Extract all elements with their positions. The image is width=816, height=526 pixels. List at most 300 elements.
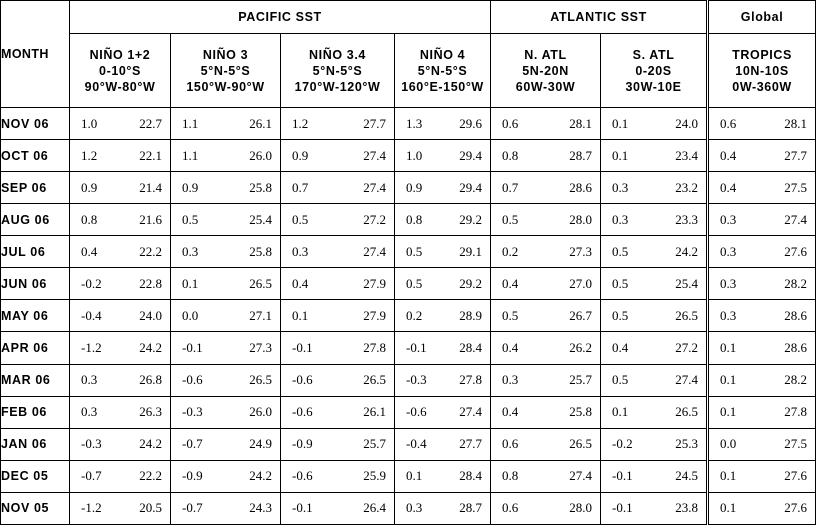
region-name: TROPICS [732, 47, 792, 62]
anomaly-value: 0.1 [720, 372, 737, 388]
anomaly-value: 0.3 [81, 404, 98, 420]
anomaly-value: 0.3 [720, 211, 737, 227]
region-value-cell [708, 364, 816, 396]
anomaly-value: -0.9 [182, 468, 203, 484]
anomaly-value: 0.3 [182, 243, 199, 259]
anomaly-value: 0.0 [720, 436, 737, 452]
anomaly-value: 0.3 [720, 275, 737, 291]
temperature-value: 29.2 [459, 211, 483, 227]
region-value-cell [70, 428, 171, 460]
anomaly-value: 0.3 [612, 179, 629, 195]
month-cell: MAR 06 [1, 364, 70, 396]
region-value-cell [70, 236, 171, 268]
region-value-cell [601, 428, 708, 460]
temperature-value: 24.3 [249, 500, 272, 516]
temperature-value: 27.3 [569, 243, 593, 259]
region-value-cell [70, 268, 171, 300]
region-value-cell [281, 460, 395, 492]
region-value-cell [601, 108, 708, 140]
region-value-cell [601, 396, 708, 428]
temperature-value: 27.2 [363, 211, 386, 227]
anomaly-value: -0.6 [292, 404, 313, 420]
anomaly-value: 0.1 [612, 115, 629, 131]
temperature-value: 25.4 [675, 275, 699, 291]
region-name: NIÑO 3 [202, 47, 249, 62]
region-value-cell [171, 364, 281, 396]
anomaly-value: 0.4 [502, 339, 519, 355]
temperature-value: 27.2 [675, 339, 699, 355]
region-longitude: 170°W-120°W [294, 79, 381, 94]
anomaly-value: -0.1 [612, 500, 633, 516]
region-value-cell [281, 300, 395, 332]
region-value-cell [171, 460, 281, 492]
region-name: N. ATL [524, 47, 567, 62]
region-latitude: 0-10°S [99, 63, 141, 78]
anomaly-value: 0.1 [612, 404, 629, 420]
temperature-value: 27.4 [363, 243, 386, 259]
region-value-cell [70, 140, 171, 172]
anomaly-value: -0.7 [182, 436, 203, 452]
temperature-value: 27.1 [249, 307, 272, 323]
region-latitude: 5°N-5°S [200, 63, 251, 78]
anomaly-value: 1.1 [182, 147, 199, 163]
temperature-value: 28.1 [569, 115, 593, 131]
temperature-value: 27.8 [363, 339, 386, 355]
region-value-cell [171, 492, 281, 524]
region-value-cell [171, 332, 281, 364]
anomaly-value: 0.8 [81, 211, 98, 227]
region-name: NIÑO 4 [419, 47, 466, 62]
anomaly-value: 1.2 [81, 147, 98, 163]
anomaly-value: 0.0 [182, 307, 199, 323]
month-cell: JUN 06 [1, 268, 70, 300]
region-value-cell [171, 268, 281, 300]
anomaly-value: 0.3 [502, 372, 519, 388]
region-value-cell [708, 108, 816, 140]
temperature-value: 28.4 [459, 468, 483, 484]
temperature-value: 26.0 [249, 404, 272, 420]
anomaly-value: 0.7 [502, 179, 519, 195]
anomaly-value: 0.1 [612, 147, 629, 163]
temperature-value: 23.4 [675, 147, 699, 163]
temperature-value: 27.4 [569, 468, 593, 484]
region-value-cell [491, 460, 601, 492]
temperature-value: 27.4 [675, 372, 699, 388]
temperature-value: 29.2 [459, 275, 483, 291]
region-value-cell [395, 268, 491, 300]
region-value-cell [395, 300, 491, 332]
region-value-cell [70, 204, 171, 236]
anomaly-value: 1.1 [182, 115, 199, 131]
table-row [1, 460, 816, 492]
anomaly-value: 0.3 [720, 243, 737, 259]
temperature-value: 26.2 [569, 339, 593, 355]
region-value-cell [708, 268, 816, 300]
anomaly-value: -0.4 [81, 307, 102, 323]
temperature-value: 27.0 [569, 275, 593, 291]
anomaly-value: -0.2 [81, 275, 102, 291]
anomaly-value: -0.1 [292, 339, 313, 355]
anomaly-value: 0.4 [292, 275, 309, 291]
temperature-value: 26.1 [249, 115, 272, 131]
month-cell: AUG 06 [1, 204, 70, 236]
region-value-cell [601, 300, 708, 332]
anomaly-value: 0.4 [720, 179, 737, 195]
region-value-cell [395, 364, 491, 396]
anomaly-value: -0.6 [406, 404, 427, 420]
anomaly-value: 0.5 [292, 211, 309, 227]
table-row [1, 172, 816, 204]
region-value-cell [395, 492, 491, 524]
temperature-value: 27.8 [459, 372, 483, 388]
region-value-cell [491, 236, 601, 268]
temperature-value: 29.4 [459, 147, 483, 163]
anomaly-value: -0.7 [182, 500, 203, 516]
temperature-value: 21.4 [139, 179, 162, 195]
month-cell: APR 06 [1, 332, 70, 364]
region-value-cell [491, 332, 601, 364]
temperature-value: 23.3 [675, 211, 699, 227]
anomaly-value: -0.1 [292, 500, 313, 516]
anomaly-value: 1.0 [81, 115, 98, 131]
anomaly-value: 0.1 [720, 500, 737, 516]
region-value-cell [70, 460, 171, 492]
region-value-cell [171, 140, 281, 172]
temperature-value: 27.9 [363, 307, 386, 323]
region-value-cell [601, 268, 708, 300]
temperature-value: 26.5 [249, 275, 272, 291]
month-cell: DEC 05 [1, 460, 70, 492]
temperature-value: 27.9 [363, 275, 386, 291]
anomaly-value: 0.2 [406, 307, 423, 323]
temperature-value: 27.8 [784, 404, 808, 420]
region-value-cell [70, 332, 171, 364]
temperature-value: 27.7 [459, 436, 483, 452]
anomaly-value: 0.4 [612, 339, 629, 355]
region-header [491, 34, 601, 108]
month-cell: SEP 06 [1, 172, 70, 204]
temperature-value: 23.2 [675, 179, 699, 195]
temperature-value: 27.7 [363, 115, 386, 131]
region-value-cell [395, 172, 491, 204]
region-longitude: 0W-360W [732, 79, 792, 94]
region-header [708, 34, 816, 108]
region-latitude: 5°N-5°S [417, 63, 468, 78]
anomaly-value: -0.1 [612, 468, 633, 484]
region-value-cell [171, 300, 281, 332]
anomaly-value: -0.7 [81, 468, 102, 484]
temperature-value: 24.2 [249, 468, 272, 484]
global-header: Global [708, 1, 816, 34]
temperature-value: 22.2 [139, 243, 162, 259]
table-row [1, 236, 816, 268]
anomaly-value: 0.6 [502, 436, 519, 452]
atlantic-sst-header: ATLANTIC SST [491, 1, 708, 34]
region-latitude: 5N-20N [522, 63, 569, 78]
anomaly-value: 0.4 [720, 147, 737, 163]
region-value-cell [708, 300, 816, 332]
anomaly-value: 0.6 [502, 500, 519, 516]
anomaly-value: 0.1 [292, 307, 309, 323]
table-row [1, 332, 816, 364]
anomaly-value: 1.3 [406, 115, 423, 131]
anomaly-value: 0.5 [612, 275, 629, 291]
anomaly-value: 0.1 [182, 275, 199, 291]
table-row [1, 268, 816, 300]
region-value-cell [601, 492, 708, 524]
region-header [395, 34, 491, 108]
temperature-value: 26.0 [249, 147, 272, 163]
anomaly-value: 0.5 [502, 211, 519, 227]
temperature-value: 24.9 [249, 436, 272, 452]
region-value-cell [281, 236, 395, 268]
region-value-cell [601, 140, 708, 172]
anomaly-value: 0.3 [406, 500, 423, 516]
region-longitude: 160°E-150°W [401, 79, 484, 94]
region-header [171, 34, 281, 108]
anomaly-value: 0.1 [720, 404, 737, 420]
region-value-cell [395, 236, 491, 268]
anomaly-value: -0.6 [292, 372, 313, 388]
anomaly-value: -0.6 [292, 468, 313, 484]
region-value-cell [281, 204, 395, 236]
temperature-value: 25.7 [569, 372, 593, 388]
temperature-value: 27.6 [784, 243, 808, 259]
region-value-cell [171, 204, 281, 236]
anomaly-value: -0.6 [182, 372, 203, 388]
anomaly-value: 0.9 [292, 147, 309, 163]
anomaly-value: 1.0 [406, 147, 423, 163]
region-value-cell [395, 204, 491, 236]
region-value-cell [601, 172, 708, 204]
region-value-cell [281, 108, 395, 140]
temperature-value: 29.6 [459, 115, 483, 131]
temperature-value: 28.1 [784, 115, 808, 131]
region-value-cell [491, 204, 601, 236]
temperature-value: 28.0 [569, 500, 593, 516]
anomaly-value: 0.5 [612, 243, 629, 259]
anomaly-value: -0.2 [612, 436, 633, 452]
temperature-value: 22.7 [139, 115, 162, 131]
region-value-cell [491, 300, 601, 332]
anomaly-value: 0.8 [406, 211, 423, 227]
table-row [1, 492, 816, 524]
temperature-value: 26.7 [569, 307, 593, 323]
temperature-value: 26.4 [363, 500, 386, 516]
temperature-value: 29.1 [459, 243, 483, 259]
anomaly-value: 1.2 [292, 115, 309, 131]
temperature-value: 28.2 [784, 372, 808, 388]
temperature-value: 27.7 [784, 147, 808, 163]
anomaly-value: 0.8 [502, 468, 519, 484]
table-row [1, 428, 816, 460]
temperature-value: 28.0 [569, 211, 593, 227]
region-value-cell [70, 396, 171, 428]
table-row [1, 204, 816, 236]
temperature-value: 27.4 [363, 147, 386, 163]
region-latitude: 0-20S [635, 63, 672, 78]
anomaly-value: 0.4 [81, 243, 98, 259]
anomaly-value: 0.8 [502, 147, 519, 163]
region-value-cell [491, 140, 601, 172]
temperature-value: 28.2 [784, 275, 808, 291]
temperature-value: 28.6 [784, 339, 808, 355]
anomaly-value: 0.5 [612, 372, 629, 388]
temperature-value: 26.5 [363, 372, 386, 388]
region-value-cell [708, 236, 816, 268]
region-value-cell [601, 332, 708, 364]
table-row [1, 396, 816, 428]
region-value-cell [601, 364, 708, 396]
region-value-cell [171, 108, 281, 140]
temperature-value: 26.1 [363, 404, 386, 420]
region-longitude: 150°W-90°W [186, 79, 265, 94]
month-column-header: MONTH [1, 1, 70, 108]
temperature-value: 28.6 [569, 179, 593, 195]
region-value-cell [70, 492, 171, 524]
month-cell: MAY 06 [1, 300, 70, 332]
table-row [1, 300, 816, 332]
anomaly-value: 0.7 [292, 179, 309, 195]
temperature-value: 28.9 [459, 307, 483, 323]
anomaly-value: 0.3 [81, 372, 98, 388]
temperature-value: 25.3 [675, 436, 699, 452]
region-longitude: 60W-30W [515, 79, 576, 94]
region-latitude: 5°N-5°S [312, 63, 363, 78]
anomaly-value: 0.1 [406, 468, 423, 484]
anomaly-value: 0.9 [81, 179, 98, 195]
region-value-cell [708, 204, 816, 236]
region-value-cell [395, 140, 491, 172]
anomaly-value: 0.4 [502, 404, 519, 420]
region-value-cell [491, 428, 601, 460]
region-value-cell [708, 428, 816, 460]
region-value-cell [281, 332, 395, 364]
region-value-cell [171, 396, 281, 428]
month-cell: OCT 06 [1, 140, 70, 172]
temperature-value: 27.3 [249, 339, 272, 355]
anomaly-value: 0.4 [502, 275, 519, 291]
temperature-value: 25.8 [569, 404, 593, 420]
region-value-cell [395, 460, 491, 492]
region-value-cell [708, 172, 816, 204]
region-value-cell [281, 268, 395, 300]
temperature-value: 28.4 [459, 339, 483, 355]
region-value-cell [395, 428, 491, 460]
temperature-value: 27.6 [784, 500, 808, 516]
temperature-value: 26.5 [675, 404, 699, 420]
region-header [281, 34, 395, 108]
anomaly-value: 0.9 [182, 179, 199, 195]
anomaly-value: -0.1 [406, 339, 427, 355]
anomaly-value: 0.3 [720, 307, 737, 323]
region-value-cell [281, 364, 395, 396]
region-value-cell [70, 300, 171, 332]
temperature-value: 28.7 [569, 147, 593, 163]
table-row [1, 108, 816, 140]
region-value-cell [395, 332, 491, 364]
temperature-value: 22.2 [139, 468, 162, 484]
anomaly-value: 0.3 [612, 211, 629, 227]
month-cell: JAN 06 [1, 428, 70, 460]
region-longitude: 30W-10E [625, 79, 682, 94]
anomaly-value: -0.3 [81, 436, 102, 452]
region-value-cell [708, 492, 816, 524]
temperature-value: 27.5 [784, 179, 808, 195]
anomaly-value: -0.9 [292, 436, 313, 452]
region-value-cell [70, 172, 171, 204]
anomaly-value: -0.1 [182, 339, 203, 355]
temperature-value: 25.9 [363, 468, 386, 484]
temperature-value: 27.4 [784, 211, 808, 227]
temperature-value: 25.8 [249, 243, 272, 259]
temperature-value: 25.4 [249, 211, 272, 227]
region-value-cell [601, 460, 708, 492]
temperature-value: 24.2 [675, 243, 699, 259]
sst-table-body [1, 108, 816, 525]
region-value-cell [708, 460, 816, 492]
month-cell: JUL 06 [1, 236, 70, 268]
region-value-cell [491, 396, 601, 428]
anomaly-value: 0.5 [406, 243, 423, 259]
region-value-cell [491, 364, 601, 396]
temperature-value: 24.0 [675, 115, 699, 131]
anomaly-value: -1.2 [81, 500, 102, 516]
temperature-value: 26.5 [249, 372, 272, 388]
region-name: S. ATL [632, 47, 675, 62]
anomaly-value: -0.3 [406, 372, 427, 388]
region-header [70, 34, 171, 108]
region-value-cell [70, 364, 171, 396]
region-value-cell [491, 108, 601, 140]
anomaly-value: 0.2 [502, 243, 519, 259]
region-value-cell [708, 140, 816, 172]
anomaly-value: -0.3 [182, 404, 203, 420]
anomaly-value: 0.5 [502, 307, 519, 323]
anomaly-value: 0.5 [612, 307, 629, 323]
temperature-value: 28.6 [784, 307, 808, 323]
temperature-value: 24.5 [675, 468, 699, 484]
anomaly-value: 0.3 [292, 243, 309, 259]
group-header-row [1, 1, 816, 34]
anomaly-value: 0.1 [720, 468, 737, 484]
temperature-value: 22.1 [139, 147, 162, 163]
region-value-cell [395, 108, 491, 140]
temperature-value: 25.8 [249, 179, 272, 195]
temperature-value: 26.8 [139, 372, 162, 388]
table-row [1, 140, 816, 172]
region-value-cell [491, 172, 601, 204]
region-value-cell [171, 428, 281, 460]
region-value-cell [281, 492, 395, 524]
region-value-cell [395, 396, 491, 428]
temperature-value: 25.7 [363, 436, 386, 452]
temperature-value: 22.8 [139, 275, 162, 291]
temperature-value: 27.4 [459, 404, 483, 420]
region-value-cell [171, 172, 281, 204]
temperature-value: 28.7 [459, 500, 483, 516]
temperature-value: 23.8 [675, 500, 699, 516]
region-value-cell [601, 204, 708, 236]
region-value-cell [281, 172, 395, 204]
temperature-value: 24.0 [139, 307, 162, 323]
temperature-value: 26.5 [675, 307, 699, 323]
region-value-cell [601, 236, 708, 268]
table-row [1, 364, 816, 396]
temperature-value: 24.2 [139, 436, 162, 452]
anomaly-value: 0.9 [406, 179, 423, 195]
month-cell: NOV 05 [1, 492, 70, 524]
